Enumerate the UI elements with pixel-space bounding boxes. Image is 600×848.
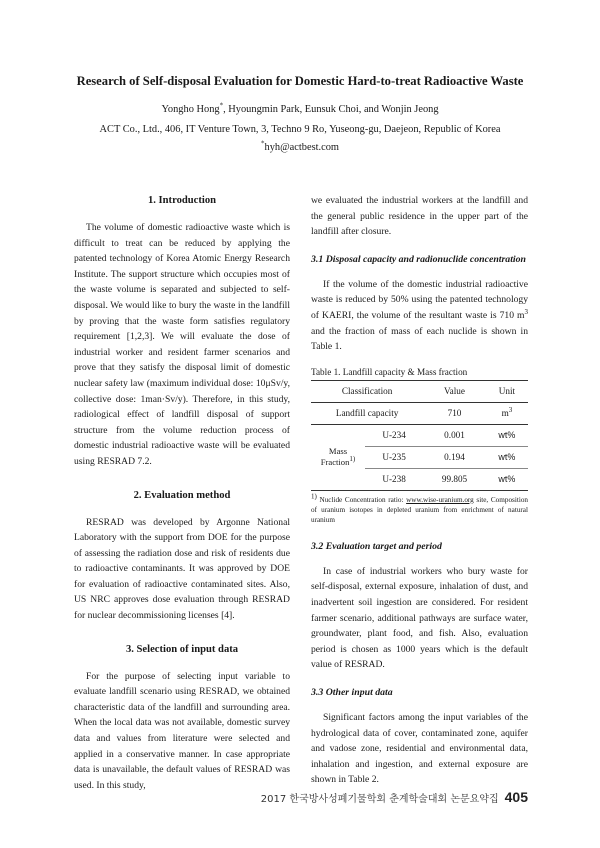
mass-label-line1: Mass [328,446,348,457]
table-row [311,424,528,446]
table-1 [311,380,528,491]
subsection-heading-disposal-capacity: 3.1 Disposal capacity and radionuclide concentration [311,253,526,265]
introduction-paragraph: The volume of domestic radioactive waste which is difficult to treat can be reduced by applying the patented technology of Korea Atomic Energy Research Institute. The support structure which occupies most of the waste volume is separated and subjected to self-disposal. We would like to bury the waste in the landfill by proving that the waste form satisfies regulatory requirement [1,2,3]. We will evaluate the dose of industrial worker and resident farmer scenarios and prove that they satisfy the disposal limit of domestic nuclear safety law (maximum individual dose: 10μSv/y, collective dose: 1man·Sv/y). Therefore, in this study, radiological effect of landfill disposal of support structure from the volume reduction process of domestic industrial radioactive waste will be evaluated using RESRAD 7.2. [74,222,290,467]
footnote-mark: 1) [311,492,317,501]
mass-label-line2: Fraction [320,457,350,468]
input-data-paragraph-continued: we evaluated the industrial workers at the landfill and the general public residence in the upper part of the landfill after closure. [311,195,528,238]
isotope-cell: U-235 [365,446,423,468]
input-data-paragraph: For the purpose of selecting input variable to evaluate landfill scenario using RESRAD, we obtained characteristic data of the landfill and surrounding area. When the local data was not available, domestic survey data and values from literature were selected and applied in a conservative manner. In case appropriate data is unavailable, the default values of RESRAD was used. In this study, [74,670,290,791]
page-footer [261,789,528,805]
affiliation: ACT Co., Ltd., 406, IT Venture Town, 3, Techno 9 Ro, Yuseong-gu, Daejeon, Republic of Korea [99,124,501,135]
unit-cell: wt% [486,424,528,446]
unit-m: m [501,408,509,419]
mass-fraction-label [311,424,365,490]
landfill-capacity-label: Landfill capacity [311,402,423,424]
value-cell: 99.805 [423,468,486,490]
left-column [74,195,290,793]
table-header-row [311,380,528,402]
right-column [311,195,528,788]
section-heading-evaluation-method: 2. Evaluation method [133,489,231,501]
footnote-link[interactable]: www.wise-uranium.org [406,495,474,504]
disposal-text-1: If the volume of the domestic industrial radioactive waste is reduced by 50% using the patented technology of KAERI, the volume of the resultant waste is 710 m [311,278,528,321]
paper-title: Research of Self-disposal Evaluation for Domestic Hard-to-treat Radioactive Waste [76,74,524,88]
table-1-caption: Table 1. Landfill capacity & Mass fraction [311,366,468,377]
page-number: 405 [504,789,528,805]
col-header-value: Value [423,380,486,402]
corresponding-mark: * [219,101,224,110]
proceedings-label: 2017 한국방사성폐기물학회 춘계학술대회 논문요약집 [260,794,499,805]
isotope-cell: U-234 [365,424,423,446]
value-cell: 0.194 [423,446,486,468]
email-mark: * [261,139,265,148]
disposal-capacity-paragraph [311,277,528,355]
authors [0,101,600,115]
unit-m-sup: 3 [508,406,513,415]
mass-label-footnote-mark: 1) [349,455,356,464]
value-cell: 0.001 [423,424,486,446]
evaluation-method-paragraph: RESRAD was developed by Argonne National Laboratory with the support from DOE for the purpose of assessing the radiation dose and risk of residents due to radioactive contaminants. It was approved by DOE for evaluation of radioactive contaminated sites. Also, US NRC approves dose evaluation through RESRAD for nuclear decommissioning licenses [4]. [74,516,290,622]
unit-cell: wt% [486,446,528,468]
cubic-superscript: 3 [524,307,528,316]
subsection-heading-evaluation-target: 3.2 Evaluation target and period [311,540,442,552]
table-row-landfill [311,402,528,424]
author-lead: Yongho Hong [161,104,220,115]
email: hyh@actbest.com [264,142,339,153]
footnote-text-1: Nuclide Concentration ratio: [316,495,407,504]
landfill-capacity-unit [486,402,528,424]
section-heading-input-data: 3. Selection of input data [125,643,239,655]
other-input-paragraph: Significant factors among the input variables of the hydrological data of cover, contaminated zone, aquifer and vadose zone, residential and environmental data, inhalation and ingestion, and external exposure are shown in Table 2. [311,711,528,786]
footnote-text-2: site, Composition of uranium isotopes in depleted uranium from enrichment of natural uranium [311,495,529,524]
col-header-classification: Classification [311,380,423,402]
col-header-unit: Unit [486,380,528,402]
unit-cell: wt% [486,468,528,490]
email-line [0,139,600,153]
table-1-footnote [311,492,529,525]
landfill-capacity-value: 710 [423,402,486,424]
evaluation-target-paragraph: In case of industrial workers who bury waste for self-disposal, external exposure, inhalation of dust, and inadvertent soil ingestion are considered. For resident farmer scenario, additional pathways are surface water, groundwater, plant food, and fish. Also, evaluation period is chosen as 1000 years which is the default value of RESRAD. [311,565,528,671]
subsection-heading-other-input: 3.3 Other input data [311,686,393,698]
disposal-text-2: and the fraction of mass of each nuclide is shown in Table 1. [311,325,528,353]
section-heading-introduction: 1. Introduction [147,195,217,206]
author-rest: , Hyoungmin Park, Eunsuk Choi, and Wonjin Jeong [223,104,439,115]
isotope-cell: U-238 [365,468,423,490]
